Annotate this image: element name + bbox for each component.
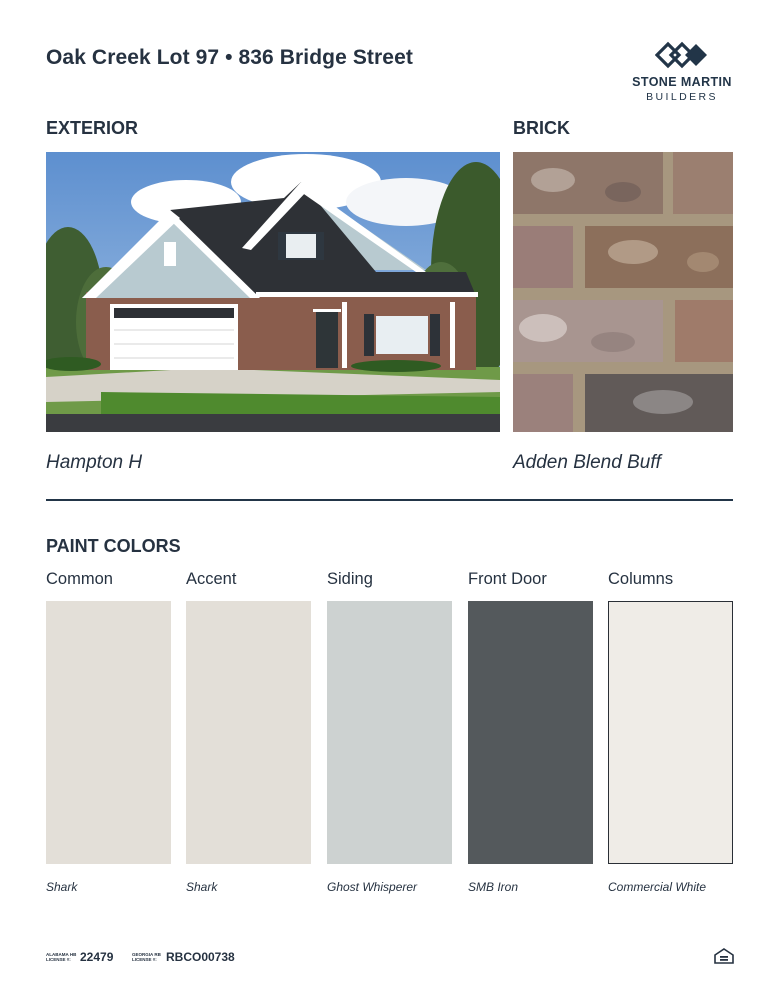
paint-colors-heading: PAINT COLORS xyxy=(46,536,181,556)
georgia-license-label: GEORGIA RB LICENSE #: xyxy=(132,952,161,962)
exterior-plan-name: Hampton H xyxy=(46,452,143,473)
alabama-license xyxy=(46,950,113,964)
paint-swatch-common xyxy=(46,601,171,864)
exterior-rendering-image xyxy=(46,152,500,432)
paint-swatch-accent xyxy=(186,601,311,864)
brick-name: Adden Blend Buff xyxy=(513,452,661,473)
paint-name-accent: Shark xyxy=(186,880,218,894)
logo-mark-icon xyxy=(655,40,709,70)
equal-housing-icon xyxy=(714,948,734,969)
paint-swatch-siding xyxy=(327,601,452,864)
georgia-license-number: RBCO00738 xyxy=(166,950,235,964)
paint-label-common: Common xyxy=(46,570,113,588)
georgia-license xyxy=(132,950,235,964)
paint-name-common: Shark xyxy=(46,880,78,894)
brick-sample-image xyxy=(513,152,733,432)
exterior-heading: EXTERIOR xyxy=(46,118,139,138)
brick-heading: BRICK xyxy=(513,118,570,138)
paint-swatch-columns xyxy=(608,601,733,864)
section-divider xyxy=(46,499,733,501)
paint-name-columns: Commercial White xyxy=(608,880,707,894)
logo-line2: BUILDERS xyxy=(646,91,718,103)
paint-swatch-front-door xyxy=(468,601,593,864)
logo-line1: STONE MARTIN xyxy=(632,75,732,89)
stone-martin-logo xyxy=(624,40,740,106)
paint-label-front-door: Front Door xyxy=(468,570,547,588)
alabama-license-number: 22479 xyxy=(80,950,114,964)
paint-label-siding: Siding xyxy=(327,570,373,588)
paint-name-siding: Ghost Whisperer xyxy=(327,880,418,894)
paint-name-front-door: SMB Iron xyxy=(468,880,519,894)
paint-label-accent: Accent xyxy=(186,570,237,588)
paint-label-columns: Columns xyxy=(608,570,674,588)
alabama-license-label: ALABAMA HB LICENSE #: xyxy=(46,952,77,962)
page-title: Oak Creek Lot 97 • 836 Bridge Street xyxy=(46,46,413,69)
